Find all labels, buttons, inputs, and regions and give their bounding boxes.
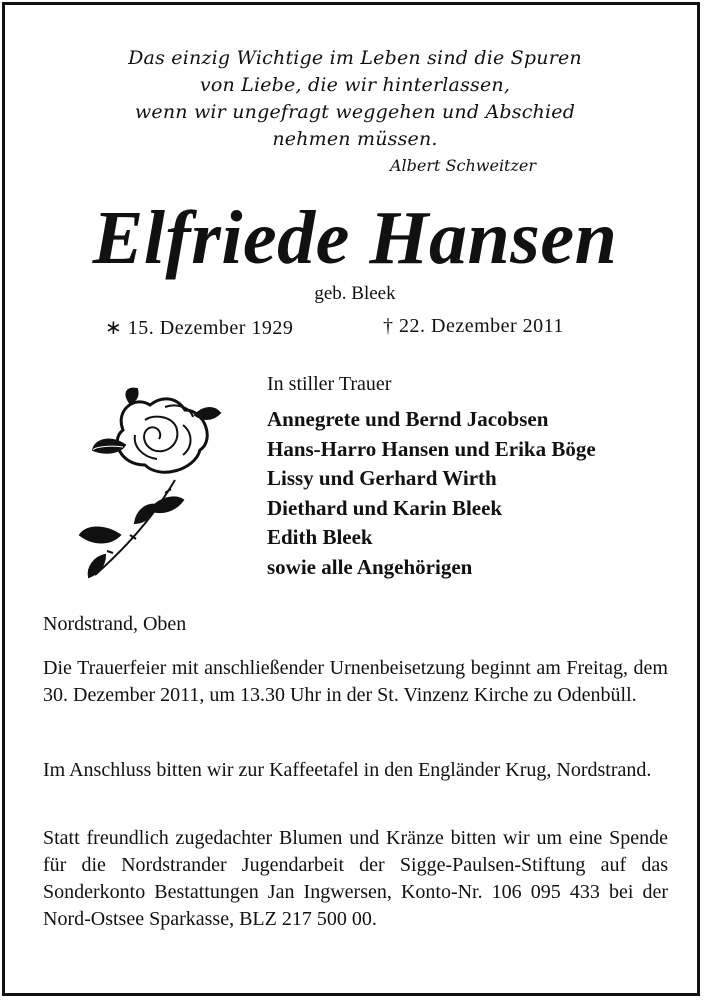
list-item: Edith Bleek	[267, 525, 373, 549]
quote-line: von Liebe, die wir hinterlassen,	[199, 74, 511, 96]
quote-line: nehmen müssen.	[272, 128, 438, 150]
list-item: Annegrete und Bernd Jacobsen	[267, 407, 549, 431]
list-item: Diethard und Karin Bleek	[267, 495, 503, 520]
mourners-list	[267, 405, 596, 582]
coffee-paragraph: Im Anschluss bitten wir zur Kaffeetafel in den Engländer Krug, Nordstrand.	[43, 759, 652, 781]
epigraph-quote	[35, 45, 675, 153]
maiden-name: geb. Bleek	[314, 283, 396, 304]
quote-line: Das einzig Wichtige im Leben sind die Spuren	[128, 47, 582, 69]
quote-author: Albert Schweitzer	[390, 156, 537, 175]
place-line: Nordstrand, Oben	[43, 613, 187, 635]
birth-date: ∗ 15. Dezember 1929	[105, 317, 294, 339]
rose-icon	[65, 385, 235, 585]
death-date: † 22. Dezember 2011	[383, 315, 564, 337]
deceased-name: Elfriede Hansen	[92, 196, 618, 280]
quote-line: wenn wir ungefragt weggehen und Abschied	[134, 101, 576, 123]
notice-border	[2, 2, 700, 996]
ceremony-paragraph: Die Trauerfeier mit anschließender Urnenbeisetzung beginnt am Freitag, dem 30. Dezember 2011, um 13.30 Uhr in der St. Vinzenz Kirche zu Odenbüll.	[43, 657, 668, 706]
list-item: Hans-Harro Hansen und Erika Böge	[267, 436, 596, 461]
list-item: sowie alle Angehörigen	[267, 554, 473, 579]
obituary-notice	[5, 5, 697, 993]
mourning-intro: In stiller Trauer	[267, 373, 392, 395]
list-item: Lissy und Gerhard Wirth	[267, 466, 497, 490]
donation-paragraph: Statt freundlich zugedachter Blumen und Kränze bitten wir um eine Spende für die Nordstrander Jugendarbeit der Sigge-Paulsen-Stiftung auf das Sonderkonto Bestattungen Jan Ingwersen, Konto-Nr. 106 095 433 bei der Nord-Ostsee Sparkasse, BLZ 217 500 00.	[43, 827, 668, 930]
